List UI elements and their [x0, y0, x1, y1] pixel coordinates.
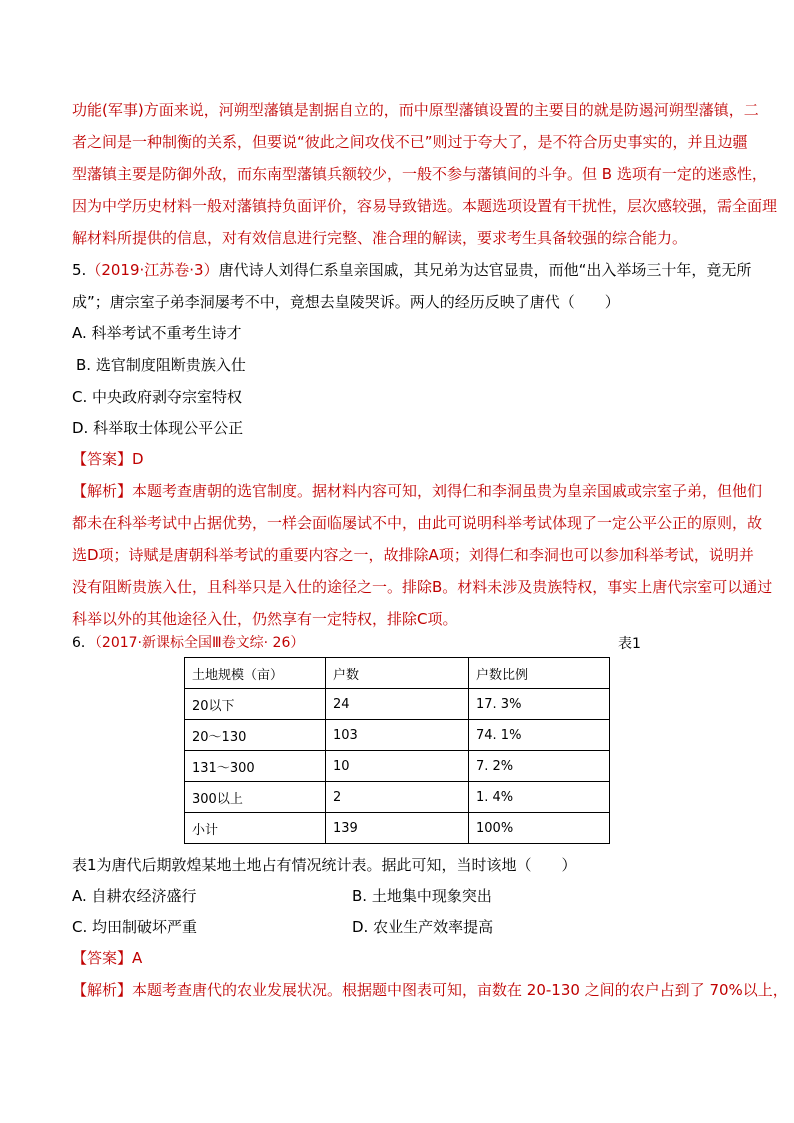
land-table [184, 657, 610, 844]
table-cell: 139 [326, 813, 469, 844]
table-cell: 20以下 [185, 689, 326, 720]
table-header-cell: 户数 [326, 658, 469, 689]
q5-option-a: A. 科举考试不重考生诗才 [72, 324, 242, 342]
q5-analysis-line: 都未在科举考试中占据优势，一样会面临屡试不中，由此可说明科举考试体现了一定公平公正的原则，故 [72, 514, 763, 532]
q6-option-c: C. 均田制破坏严重 [72, 918, 198, 936]
analysis-line: 因为中学历史材料一般对藩镇持负面评价，容易导致错选。本题选项设置有干扰性，层次感较强，需全面理 [72, 197, 778, 215]
table-cell: 103 [326, 720, 469, 751]
table-cell: 7. 2% [469, 751, 610, 782]
table-row [185, 782, 610, 813]
q5-option-d: D. 科举取士体现公平公正 [72, 419, 244, 437]
table-cell: 100% [469, 813, 610, 844]
q5-option-c: C. 中央政府剥夺宗室特权 [72, 388, 243, 406]
analysis-line: 者之间是一种制衡的关系，但要说“彼此之间攻伐不已”则过于夸大了，是不符合历史事实的，并且边疆 [72, 133, 748, 151]
table-cell: 131～300 [185, 751, 326, 782]
q6-answer: 【答案】A [72, 949, 143, 967]
q5-option-b: B. 选官制度阻断贵族入仕 [76, 356, 246, 374]
table-header-cell: 户数比例 [469, 658, 610, 689]
q6-analysis-line: 【解析】本题考查唐代的农业发展状况。根据题中图表可知，亩数在 20-130 之间的农户占到了 70%以上， [72, 981, 788, 999]
q5-stem-line [72, 260, 751, 280]
table-header-cell: 土地规模（亩） [185, 658, 326, 689]
q5-stem-text: 唐代诗人刘得仁系皇亲国戚，其兄弟为达官显贵，而他“出入举场三十年，竟无所 [218, 261, 752, 279]
table-cell: 300以上 [185, 782, 326, 813]
table-cell: 小计 [185, 813, 326, 844]
table-row [185, 720, 610, 751]
table-cell: 20～130 [185, 720, 326, 751]
table-row [185, 751, 610, 782]
q6-number: 6． [72, 635, 95, 651]
table-cell: 1. 4% [469, 782, 610, 813]
q5-analysis-line: 科举以外的其他途径入仕，仍然享有一定特权，排除C项。 [72, 610, 458, 628]
q5-stem-line: 成”；唐宗室子弟李洞屡考不中，竟想去皇陵哭诉。两人的经历反映了唐代（ ） [72, 293, 620, 311]
analysis-line: 解材料所提供的信息，对有效信息进行完整、准合理的解读，要求考生具备较强的综合能力。 [72, 229, 688, 247]
q6-stem: 表1为唐代后期敦煌某地土地占有情况统计表。据此可知，当时该地（ ） [72, 856, 577, 874]
q6-option-d: D. 农业生产效率提高 [352, 918, 494, 936]
q6-source: （2017·新课标全国Ⅲ卷文综· 26） [94, 635, 305, 651]
q6-header [72, 633, 304, 653]
table-label: 表1 [618, 636, 641, 652]
table-cell: 2 [326, 782, 469, 813]
table-cell: 17. 3% [469, 689, 610, 720]
analysis-line: 功能(军事)方面来说，河朔型藩镇是割据自立的，而中原型藩镇设置的主要目的就是防遏河朔型藩镇，二 [72, 101, 759, 119]
table-row [185, 813, 610, 844]
table-cell: 24 [326, 689, 469, 720]
q5-answer: 【答案】D [72, 450, 144, 468]
q5-analysis-line: 选D项；诗赋是唐朝科举考试的重要内容之一，故排除A项；刘得仁和李洞也可以参加科举考试，说明并 [72, 546, 754, 564]
table-cell: 74. 1% [469, 720, 610, 751]
q5-number: 5. [72, 261, 87, 279]
table-header-row [185, 658, 610, 689]
q6-option-b: B. 土地集中现象突出 [352, 887, 492, 905]
analysis-line: 型藩镇主要是防御外敌，而东南型藩镇兵额较少，一般不参与藩镇间的斗争。但 B 选项有一定的迷惑性， [72, 165, 767, 183]
q5-source: （2019·江苏卷·3） [86, 261, 219, 279]
q5-analysis-line: 【解析】本题考查唐朝的选官制度。据材料内容可知，刘得仁和李洞虽贵为皇亲国戚或宗室子弟，但他们 [72, 482, 763, 500]
table-cell: 10 [326, 751, 469, 782]
table-row [185, 689, 610, 720]
q5-analysis-line: 没有阻断贵族入仕，且科举只是入仕的途径之一。排除B。材料未涉及贵族特权，事实上唐代宗室可以通过 [72, 578, 773, 596]
q6-option-a: A. 自耕农经济盛行 [72, 887, 197, 905]
